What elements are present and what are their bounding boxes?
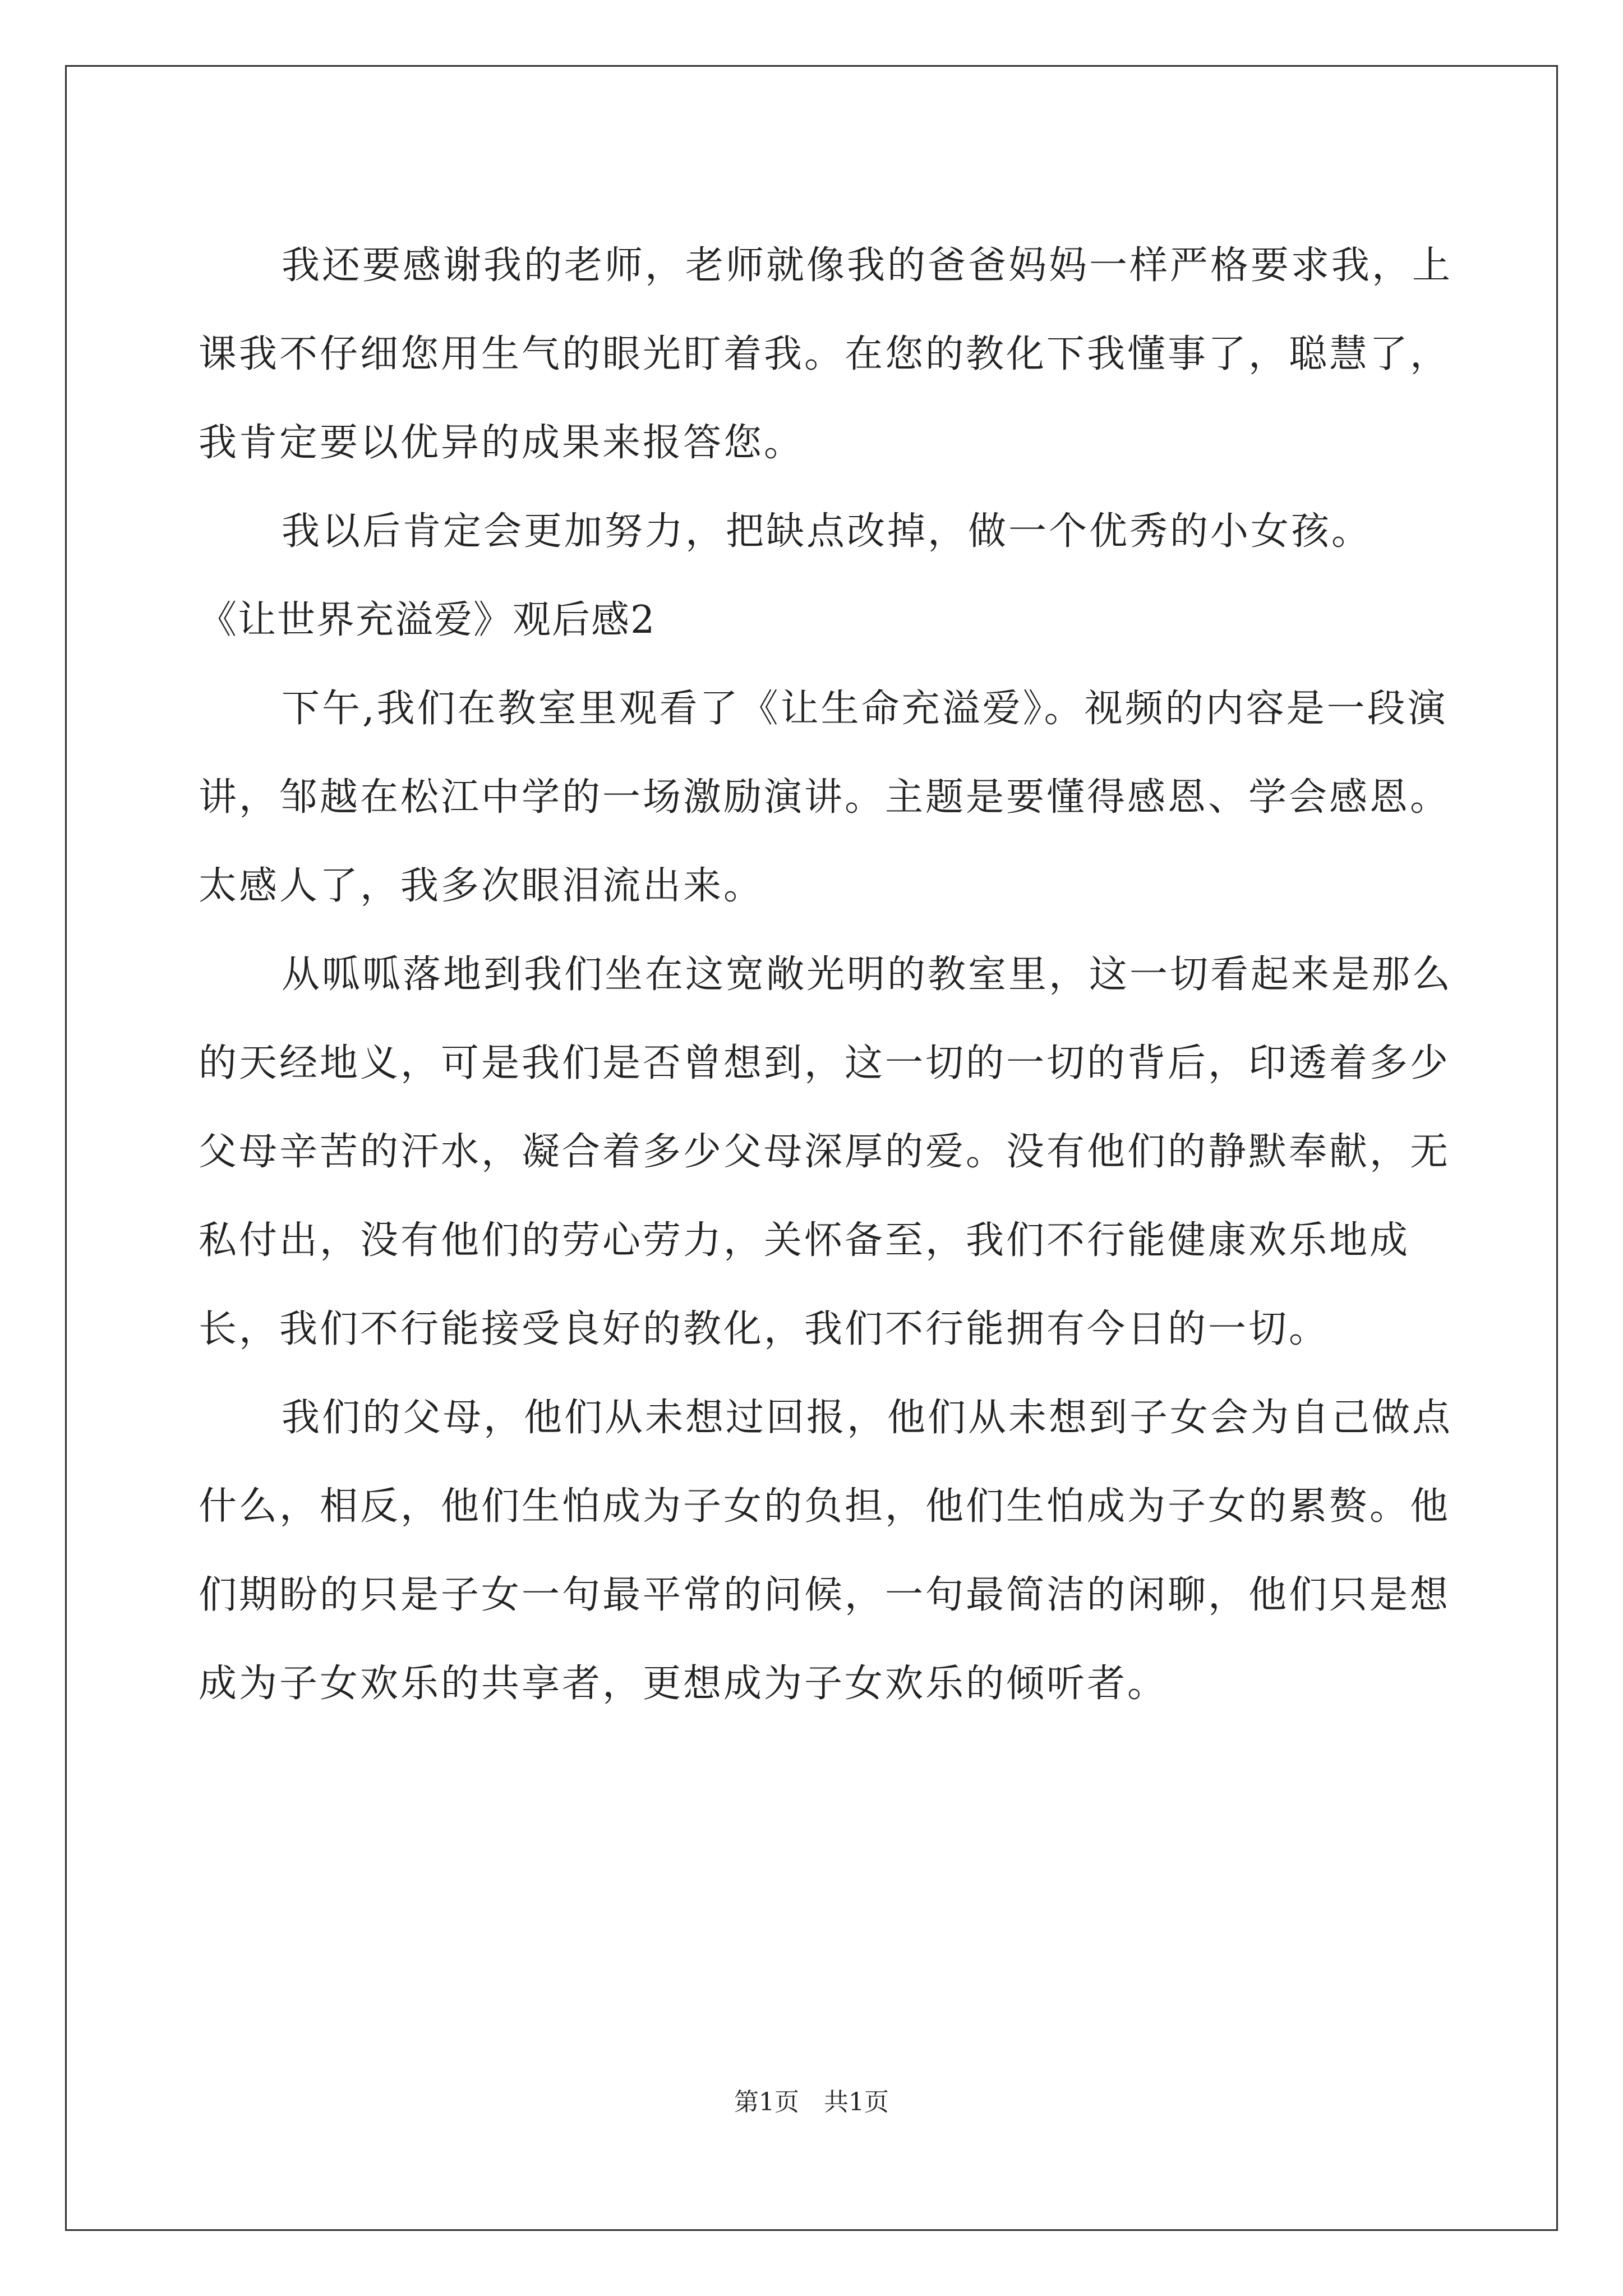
paragraph-thanks-teacher: 我还要感谢我的老师，老师就像我的爸爸妈妈一样严格要求我，上课我不仔细您用生气的眼光盯着我。在您的教化下我懂事了，聪慧了，我肯定要以优异的成果来报答您。 bbox=[199, 243, 1453, 465]
page-footer: 第1页 共1页 bbox=[734, 2088, 889, 2116]
paragraph-parents-love: 从呱呱落地到我们坐在这宽敞光明的教室里，这一切看起来是那么的天经地义，可是我们是否曾想到，这一切的一切的背后，印透着多少父母辛苦的汗水，凝合着多少父母深厚的爱。没有他们的静默奉献，无私付出，没有他们的劳心劳力，关怀备至，我们不行能健康欢乐地成长，我们不行能接受良好的教化，我们不行能拥有今日的一切。 bbox=[199, 953, 1453, 1351]
document-body bbox=[199, 222, 1466, 1728]
paragraph-parents-expectation: 我们的父母，他们从未想过回报，他们从未想到子女会为自己做点什么，相反，他们生怕成为子女的负担，他们生怕成为子女的累赘。他们期盼的只是子女一句最平常的问候，一句最简洁的闲聊，他们只是想成为子女欢乐的共享者，更想成为子女欢乐的倾听者。 bbox=[199, 1396, 1453, 1706]
paragraph-resolution: 我以后肯定会更加努力，把缺点改掉，做一个优秀的小女孩。 bbox=[282, 509, 1372, 554]
paragraph-afternoon-video: 下午,我们在教室里观看了《让生命充溢爱》。视频的内容是一段演讲，邹越在松江中学的一场激励演讲。主题是要懂得感恩、学会感恩。太感人了，我多次眼泪流出来。 bbox=[199, 687, 1451, 908]
section-heading: 《让世界充溢爱》观后感2 bbox=[199, 598, 656, 642]
